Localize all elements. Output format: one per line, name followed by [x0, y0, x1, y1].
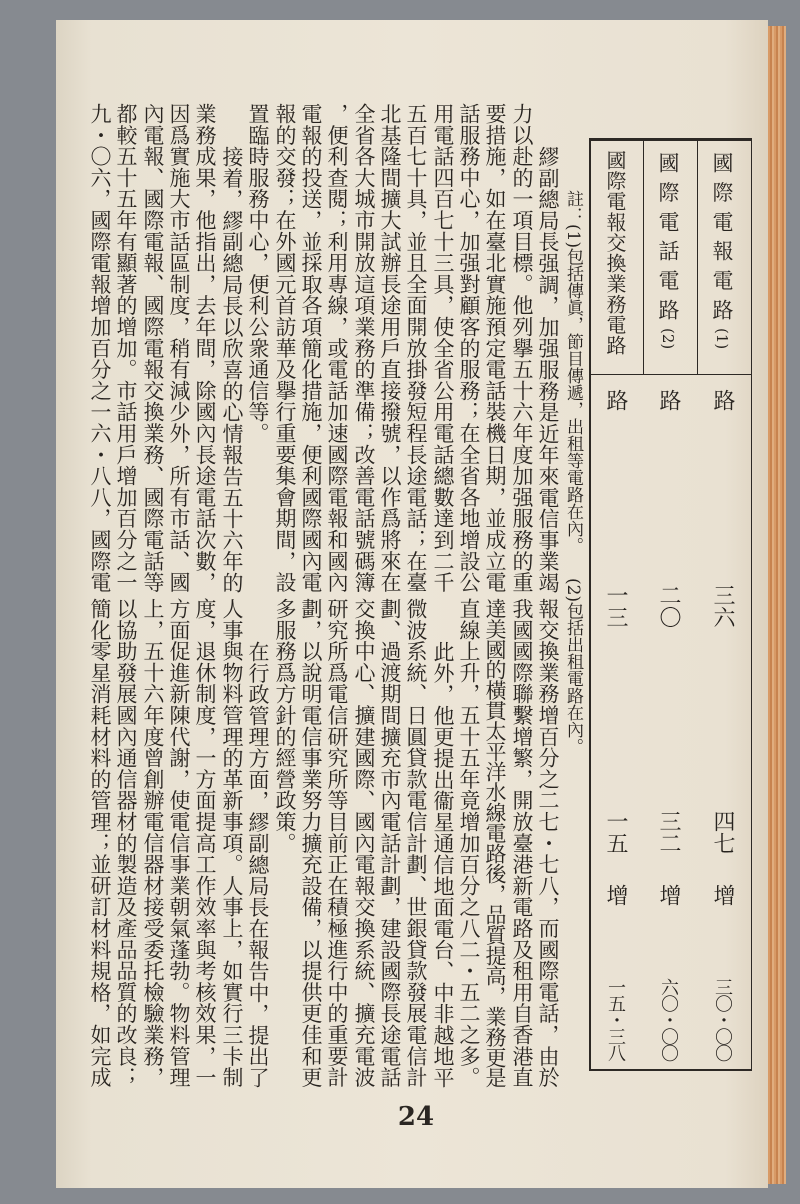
- table-row-label: 國際電報電路: [710, 152, 734, 320]
- lower-text-line: 達美國的橫貫太平洋水線電路後，品質提高，業務更是: [483, 598, 507, 1088]
- lower-text-line: 上，五十六年度曾創辦電信器材接受委托檢驗業務，: [141, 598, 165, 1088]
- table-footnote: (2)包括出租電路在內。: [563, 578, 583, 756]
- lower-text-line: 方面促進新陳代謝，使電信事業朝氣蓬勃。物料管理: [167, 598, 191, 1088]
- upper-text-line: 要措施，如在臺北實施預定電話裝機日期，並成立電: [483, 103, 507, 593]
- table-unit-cell: 路: [656, 389, 681, 411]
- upper-text-line: 話服務中心，加强對顧客的服務；在全省各地增設公: [457, 103, 481, 593]
- table-footnote: 註：(1)包括傳眞，節目傳遞，出租等電路在內。: [563, 190, 583, 555]
- upper-text-line: 報的交發；在外國元首訪華及擧行重要集會期間，設: [273, 103, 297, 593]
- table-top-rule: [589, 138, 752, 141]
- table-right-border: [751, 138, 752, 1071]
- lower-text-line: 我國國際聯繫增繁，開放臺港新電路及租用自香港直: [510, 598, 534, 1088]
- lower-text-line: 劃，以說明電信事業努力擴充設備，以提供更佳和更: [299, 598, 323, 1088]
- table-change-cell: 增: [710, 884, 735, 906]
- lower-text-line: 度，退休制度，一方面提高工作效率與考核效果，一: [193, 598, 217, 1088]
- lower-text-line: 直線上升，五十五年竟增加百分之八二・五二之多。: [457, 598, 481, 1088]
- table-change-cell: 增: [603, 884, 628, 906]
- upper-text-line: 全省各大城市開放這項業務的準備；改善電話號碼簿: [352, 103, 376, 593]
- lower-text-line: 劃、過渡期間擴充市內電話計劃，建設國際長途電話: [378, 598, 402, 1088]
- table-unit-cell: 路: [603, 389, 628, 411]
- table-value-cell: 二〇: [656, 584, 681, 628]
- upper-text-line: 內電報、國際電報、國際電報交換業務、國際電話等: [141, 103, 165, 593]
- upper-text-line: ，便利查閱；利用專線，或電話加速國際電報和國內: [325, 103, 349, 593]
- table-value-cell: 三二: [656, 810, 681, 854]
- upper-text-line: 業務成果，他指出，去年間，除國內長途電話次數，: [193, 103, 217, 593]
- upper-text-line: 用電話四百七十三具，使全省公用電話總數達到二千: [431, 103, 455, 593]
- table-percent-cell: 六〇・〇〇: [658, 978, 679, 1061]
- table-header-rule: [589, 374, 752, 375]
- table-row-label: 國際電話電路: [656, 152, 680, 320]
- lower-text-line: 研究所爲電信研究所等目前正在積極進行中的重要計: [325, 598, 349, 1088]
- lower-text-line: 人事與物料管理的革新事項。人事上，如實行三卡制: [220, 598, 244, 1088]
- lower-text-line: 微波系統、日圓貸款電信計劃、世銀貸款發展電信計: [404, 598, 428, 1088]
- table-note-mark: (2): [659, 328, 677, 350]
- upper-text-line: 因爲實施大市話區制度，稍有減少外，所有市話、國: [167, 103, 191, 593]
- upper-text-line: 電報的投送，並採取各項簡化措施，便利國際國內電: [299, 103, 323, 593]
- table-value-cell: 一五: [603, 810, 628, 854]
- table-bottom-rule: [589, 1069, 752, 1071]
- page-number: 24: [397, 1102, 435, 1132]
- upper-text-line: 接着，繆副總局長以欣喜的心情報告五十六年的: [220, 146, 244, 594]
- upper-text-line: 力以赴的一項目標。他列擧五十六年度加强服務的重: [510, 103, 534, 593]
- table-left-border: [589, 138, 591, 1071]
- table-value-cell: 四七: [710, 810, 735, 854]
- lower-text-line: 交換中心、擴建國際、國內電報交換系統、擴充電波: [352, 598, 376, 1088]
- table-percent-cell: 一五・三八: [605, 978, 626, 1061]
- lower-text-line: 簡化零星消耗材料的管理；並研訂材料規格，如完成: [88, 598, 112, 1088]
- upper-text-line: 都較五十五年有顯著的增加。市話用戶增加百分之一: [114, 103, 138, 593]
- table-row-label: 國際電報交換業務電路: [603, 150, 627, 355]
- table-row-separator: [643, 138, 644, 374]
- table-note-mark: (1): [713, 328, 731, 350]
- lower-text-line: 多服務爲方針的經營政策。: [273, 598, 297, 854]
- upper-text-line: 北基隆間擴大試辦長途用戶直接撥號，以作爲將來在: [378, 103, 402, 593]
- upper-text-line: 五百七十具，並且全面開放掛發短程長途電話；在臺: [404, 103, 428, 593]
- upper-text-line: 繆副總局長强調，加强服務是近年來電信事業竭: [536, 146, 560, 594]
- page-edge: [768, 26, 786, 1184]
- upper-text-line: 置臨時服務中心，便利公衆通信等。: [246, 103, 270, 444]
- table-value-cell: 一三: [603, 584, 628, 628]
- table-percent-cell: 三〇・〇〇: [712, 978, 733, 1061]
- lower-text-line: 報交換業務增百分之二七・七八，而國際電話，由於: [536, 598, 560, 1088]
- lower-text-line: 以協助發展國內通信器材的製造及產品品質的改良；: [114, 598, 138, 1088]
- table-unit-cell: 路: [710, 389, 735, 411]
- lower-text-line: 在行政管理方面，繆副總局長在報告中，提出了: [246, 641, 270, 1089]
- table-row-separator: [697, 138, 698, 374]
- upper-text-line: 九・〇六，國際電報增加百分之一六・八八，國際電: [88, 103, 112, 593]
- lower-text-line: 此外，他更提出衞星通信地面電台、中非越地平: [431, 641, 455, 1089]
- table-value-cell: 三六: [710, 584, 735, 628]
- table-change-cell: 增: [656, 884, 681, 906]
